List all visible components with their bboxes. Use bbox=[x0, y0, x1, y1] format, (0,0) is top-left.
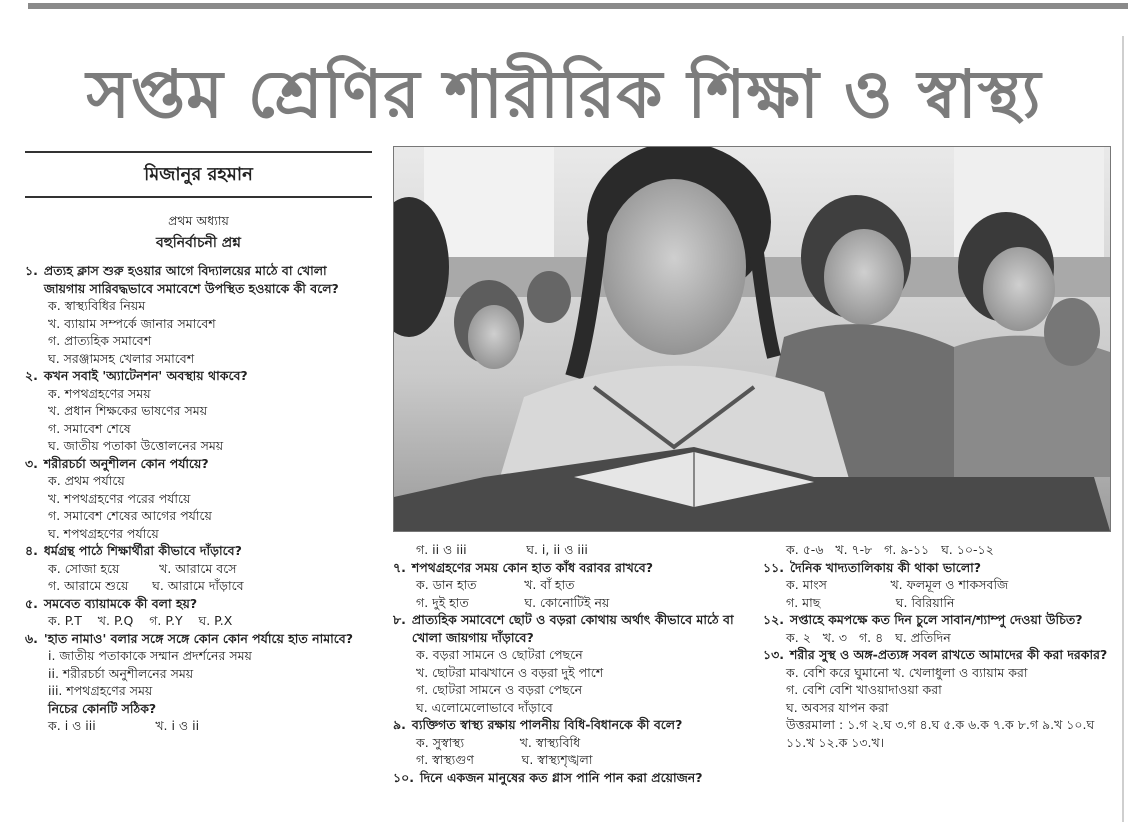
answer-option: গ. সমাবেশ শেষে bbox=[48, 420, 131, 436]
question-number: ১১. bbox=[763, 559, 784, 575]
question-text: ব্যক্তিগত স্বাস্থ্য রক্ষায় পালনীয় বিধি-বিধানকে কী বলে? bbox=[411, 717, 683, 732]
question-subprompt: নিচের কোনটি সঠিক? bbox=[48, 700, 157, 716]
answer-option: খ. ছোটরা মাঝখানে ও বড়রা দুই পাশে bbox=[416, 664, 604, 680]
question-text: ধর্মগ্রন্থ পাঠে শিক্ষার্থীরা কীভাবে দাঁড়াবে? bbox=[43, 543, 242, 558]
question bbox=[393, 716, 748, 734]
question-text: প্রাত্যহিক সমাবেশে ছোট ও বড়রা কোথায় অর্থাৎ কীভাবে মাঠে বা খোলা জায়গায় দাঁড়াবে? bbox=[411, 612, 734, 645]
classroom-photo-icon bbox=[394, 147, 1110, 531]
question-number: ১. bbox=[25, 263, 38, 278]
answer-option: ক. শপথগ্রহণের সময় bbox=[48, 385, 151, 401]
question-number: ৯. bbox=[393, 717, 406, 732]
answer-option: খ. শপথগ্রহণের পরের পর্যায়ে bbox=[48, 490, 191, 506]
question-text: শরীর সুস্থ ও অঙ্গ-প্রত্যঙ্গ সবল রাখতে আমাদের কী করা দরকার? bbox=[790, 647, 1108, 662]
question-text: 'হাত নামাও' বলার সঙ্গে সঙ্গে কোন কোন পর্যায়ে হাত নামাবে? bbox=[43, 630, 354, 646]
page-title: সপ্তম শ্রেণির শারীরিক শিক্ষা ও স্বাস্থ্য bbox=[86, 56, 1042, 133]
answer-key: উত্তরমালা : ১.গ ২.ঘ ৩.গ ৪.ঘ ৫.ক ৬.ক ৭.ক ৮.গ ৯.খ ১০.ঘ ১১.খ ১২.ক ১৩.খ। bbox=[786, 717, 1095, 750]
question-number: ৩. bbox=[25, 455, 38, 471]
question bbox=[25, 367, 372, 385]
question-number: ৬. bbox=[25, 630, 38, 646]
question-text: শপথগ্রহণের সময় কোন হাত কাঁধ বরাবর রাখবে? bbox=[411, 559, 654, 575]
answer-option: ঘ. সরঞ্জামসহ খেলার সমাবেশ bbox=[48, 350, 195, 366]
answer-option: ক. ৫-৬ খ. ৭-৮ গ. ৯-১১ ঘ. ১০-১২ bbox=[786, 542, 994, 557]
answer-option: গ. স্বাস্থ্যগুণ ঘ. স্বাস্থ্যশৃঙ্খলা bbox=[416, 752, 593, 767]
question-text: দিনে একজন মানুষের কত গ্লাস পানি পান করা প্রয়োজন? bbox=[420, 769, 703, 785]
answer-option: খ. প্রধান শিক্ষকের ভাষণের সময় bbox=[48, 403, 208, 418]
question-column-3 bbox=[763, 541, 1113, 751]
question bbox=[25, 630, 372, 648]
answer-option: ঘ. অবসর যাপন করা bbox=[786, 699, 889, 715]
answer-option: ক. সোজা হয়ে খ. আরামে বসে bbox=[48, 560, 237, 576]
question-text: দৈনিক খাদ্যতালিকায় কী থাকা ভালো? bbox=[789, 559, 982, 575]
answer-option: গ. ছোটরা সামনে ও বড়রা পেছনে bbox=[416, 682, 583, 697]
answer-option: ক. স্বাস্থ্যবিধির নিয়ম bbox=[48, 298, 146, 313]
answer-option: খ. ব্যায়াম সম্পর্কে জানার সমাবেশ bbox=[48, 315, 216, 331]
author-name: মিজানুর রহমান bbox=[144, 164, 253, 185]
answer-option: ক. মাংস খ. ফলমূল ও শাকসবজি bbox=[786, 577, 1009, 592]
answer-option: গ. আরামে শুয়ে ঘ. আরামে দাঁড়াবে bbox=[48, 578, 244, 593]
answer-option: গ. ii ও iii ঘ. i, ii ও iii bbox=[416, 542, 588, 557]
answer-option: i. জাতীয় পতাকাকে সম্মান প্রদর্শনের সময় bbox=[48, 648, 252, 663]
question-text: শরীরচর্চা অনুশীলন কোন পর্যায়ে? bbox=[43, 455, 209, 471]
question-number: ১০. bbox=[393, 769, 414, 785]
answer-option: গ. মাছ ঘ. বিরিয়ানি bbox=[786, 594, 955, 610]
question-number: ৪. bbox=[25, 543, 38, 558]
answer-option: ক. ডান হাত খ. বাঁ হাত bbox=[416, 577, 575, 592]
answer-option: ক. i ও iii খ. i ও ii bbox=[48, 718, 200, 733]
right-rule bbox=[1122, 36, 1124, 822]
answer-option: ক. ২ খ. ৩ গ. ৪ ঘ. প্রতিদিন bbox=[786, 629, 951, 645]
author-rule-top bbox=[25, 151, 372, 153]
answer-option: ক. বেশি করে ঘুমানো খ. খেলাধুলা ও ব্যায়াম করা bbox=[786, 664, 1028, 680]
question-column-2 bbox=[393, 541, 748, 786]
question-text: সপ্তাহে কমপক্ষে কত দিন চুলে সাবান/শ্যাম্পু দেওয়া উচিত? bbox=[790, 612, 1083, 627]
question bbox=[763, 611, 1113, 629]
question-column-1 bbox=[25, 262, 372, 735]
question bbox=[393, 611, 748, 646]
answer-option: গ. বেশি বেশি খাওয়াদাওয়া করা bbox=[786, 682, 942, 697]
question bbox=[393, 769, 748, 787]
question-text: প্রত্যহ ক্লাস শুরু হওয়ার আগে বিদ্যালয়ের মাঠে বা খোলা জায়গায় সারিবদ্ধভাবে সমাবেশে উপস্থিত হওয়াকে কী বলে? bbox=[43, 263, 339, 296]
answer-option: গ. দুই হাত ঘ. কোনোটিই নয় bbox=[416, 594, 610, 610]
section-heading: বহুনির্বাচনী প্রশ্ন bbox=[156, 235, 241, 251]
chapter-label: প্রথম অধ্যায় bbox=[168, 213, 229, 228]
question bbox=[763, 646, 1113, 664]
answer-option: গ. প্রাত্যহিক সমাবেশ bbox=[48, 333, 152, 348]
question bbox=[763, 559, 1113, 577]
question-number: ৮. bbox=[393, 612, 406, 627]
question-text: সমবেত ব্যায়ামকে কী বলা হয়? bbox=[43, 595, 198, 611]
question-text: কখন সবাই 'অ্যাটেনশন' অবস্থায় থাকবে? bbox=[43, 368, 248, 383]
question bbox=[25, 262, 372, 297]
question bbox=[25, 542, 372, 560]
question bbox=[25, 455, 372, 473]
answer-option: ঘ. জাতীয় পতাকা উত্তোলনের সময় bbox=[48, 438, 224, 453]
question-number: ১৩. bbox=[763, 647, 784, 662]
answer-option: ঘ. শপথগ্রহণের পর্যায়ে bbox=[48, 525, 159, 541]
answer-option: ক. প্রথম পর্যায়ে bbox=[48, 473, 125, 488]
question bbox=[393, 559, 748, 577]
top-rule bbox=[28, 3, 1128, 9]
question-number: ২. bbox=[25, 368, 38, 383]
question-number: ১২. bbox=[763, 612, 784, 627]
answer-option: ঘ. এলোমেলোভাবে দাঁড়াবে bbox=[416, 699, 553, 715]
answer-option: ক. সুস্বাস্থ্য খ. স্বাস্থ্যবিধি bbox=[416, 734, 581, 750]
answer-option: iii. শপথগ্রহণের সময় bbox=[48, 683, 153, 698]
answer-option: ক. বড়রা সামনে ও ছোটরা পেছনে bbox=[416, 647, 583, 662]
answer-option: ii. শরীরচর্চা অনুশীলনের সময় bbox=[48, 665, 194, 681]
classroom-photo bbox=[393, 146, 1111, 532]
author-rule-bottom bbox=[25, 196, 372, 198]
question-number: ৭. bbox=[393, 559, 406, 575]
question-number: ৫. bbox=[25, 595, 38, 611]
answer-option: ক. P.T খ. P.Q গ. P.Y ঘ. P.X bbox=[48, 613, 233, 628]
answer-option: গ. সমাবেশ শেষের আগের পর্যায়ে bbox=[48, 508, 212, 523]
question bbox=[25, 595, 372, 613]
